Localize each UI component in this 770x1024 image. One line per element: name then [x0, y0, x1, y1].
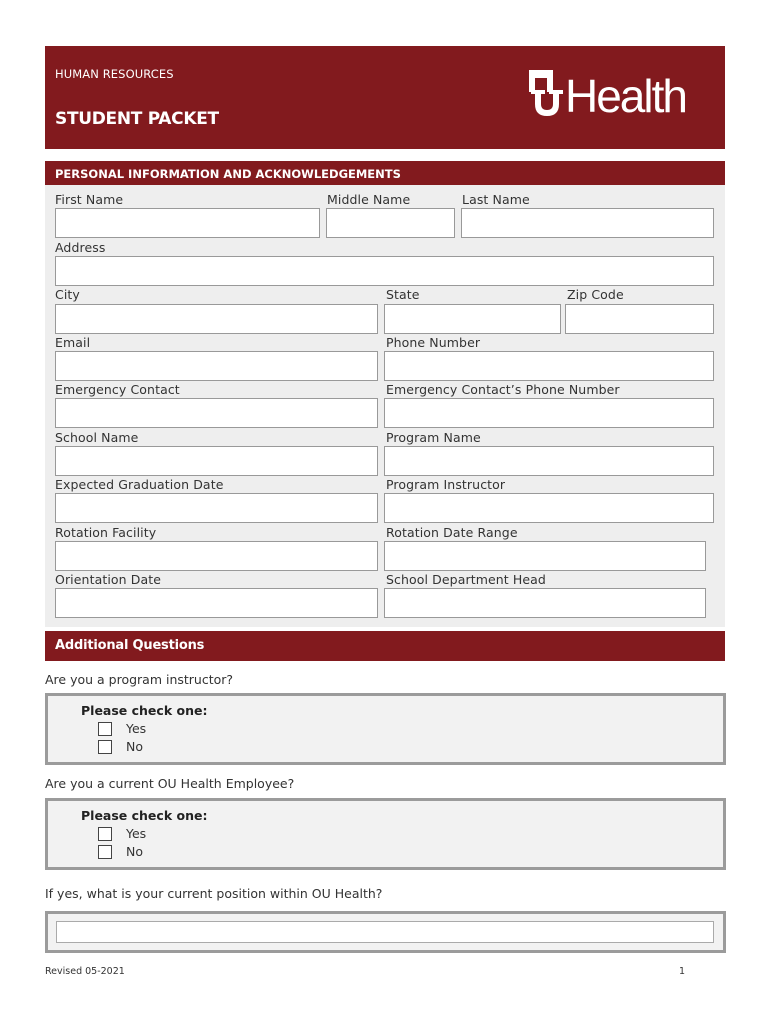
program-instructor-checkgroup	[45, 693, 726, 765]
program-name-label: Program Name	[386, 430, 481, 445]
school-name-label: School Name	[55, 430, 139, 445]
program-instructor-field[interactable]	[384, 493, 714, 523]
question-current-position: If yes, what is your current position within OU Health?	[45, 886, 383, 901]
no-label: No	[126, 844, 143, 859]
first-name-label: First Name	[55, 192, 124, 207]
middle-name-field[interactable]	[326, 208, 455, 238]
option-yes[interactable]	[98, 826, 146, 841]
option-no[interactable]	[98, 739, 143, 754]
no-label: No	[126, 739, 143, 754]
email-label: Email	[55, 335, 91, 350]
no-checkbox[interactable]	[98, 845, 112, 859]
graduation-date-label: Expected Graduation Date	[55, 477, 224, 492]
additional-section-header: Additional Questions	[45, 631, 725, 661]
rotation-range-field[interactable]	[384, 541, 706, 571]
page-title: STUDENT PACKET	[55, 109, 219, 129]
current-position-field[interactable]	[56, 921, 714, 943]
page-number: 1	[679, 966, 686, 977]
yes-checkbox[interactable]	[98, 827, 112, 841]
last-name-field[interactable]	[461, 208, 714, 238]
page-header	[45, 46, 725, 149]
graduation-date-field[interactable]	[55, 493, 378, 523]
emergency-phone-field[interactable]	[384, 398, 714, 428]
zip-label: Zip Code	[567, 287, 624, 302]
department-head-label: School Department Head	[386, 572, 546, 587]
current-position-box	[45, 911, 726, 953]
check-prompt: Please check one:	[81, 808, 208, 823]
state-field[interactable]	[384, 304, 561, 334]
rotation-range-label: Rotation Date Range	[386, 525, 518, 540]
ou-employee-checkgroup	[45, 798, 726, 870]
rotation-facility-label: Rotation Facility	[55, 525, 157, 540]
question-program-instructor: Are you a program instructor?	[45, 672, 234, 687]
zip-field[interactable]	[565, 304, 714, 334]
emergency-contact-label: Emergency Contact	[55, 382, 180, 397]
phone-label: Phone Number	[386, 335, 481, 350]
yes-checkbox[interactable]	[98, 722, 112, 736]
program-name-field[interactable]	[384, 446, 714, 476]
logo-wordmark: Health	[565, 70, 686, 122]
last-name-label: Last Name	[462, 192, 530, 207]
ou-health-logo	[525, 68, 705, 124]
personal-section-header: PERSONAL INFORMATION AND ACKNOWLEDGEMENTS	[45, 161, 725, 185]
revision-date: Revised 05-2021	[45, 966, 125, 977]
city-label: City	[55, 287, 80, 302]
orientation-date-field[interactable]	[55, 588, 378, 618]
option-no[interactable]	[98, 844, 143, 859]
yes-label: Yes	[126, 826, 147, 841]
middle-name-label: Middle Name	[327, 192, 411, 207]
option-yes[interactable]	[98, 721, 146, 736]
address-label: Address	[55, 240, 106, 255]
school-name-field[interactable]	[55, 446, 378, 476]
yes-label: Yes	[126, 721, 147, 736]
emergency-phone-label: Emergency Contact’s Phone Number	[386, 382, 620, 397]
program-instructor-label: Program Instructor	[386, 477, 506, 492]
orientation-date-label: Orientation Date	[55, 572, 162, 587]
first-name-field[interactable]	[55, 208, 320, 238]
email-field[interactable]	[55, 351, 378, 381]
question-ou-employee: Are you a current OU Health Employee?	[45, 776, 295, 791]
city-field[interactable]	[55, 304, 378, 334]
address-field[interactable]	[55, 256, 714, 286]
state-label: State	[386, 287, 420, 302]
rotation-facility-field[interactable]	[55, 541, 378, 571]
check-prompt: Please check one:	[81, 703, 208, 718]
no-checkbox[interactable]	[98, 740, 112, 754]
department-label: HUMAN RESOURCES	[55, 67, 174, 81]
phone-field[interactable]	[384, 351, 714, 381]
emergency-contact-field[interactable]	[55, 398, 378, 428]
ou-logo-mark-icon	[525, 68, 569, 124]
department-head-field[interactable]	[384, 588, 706, 618]
